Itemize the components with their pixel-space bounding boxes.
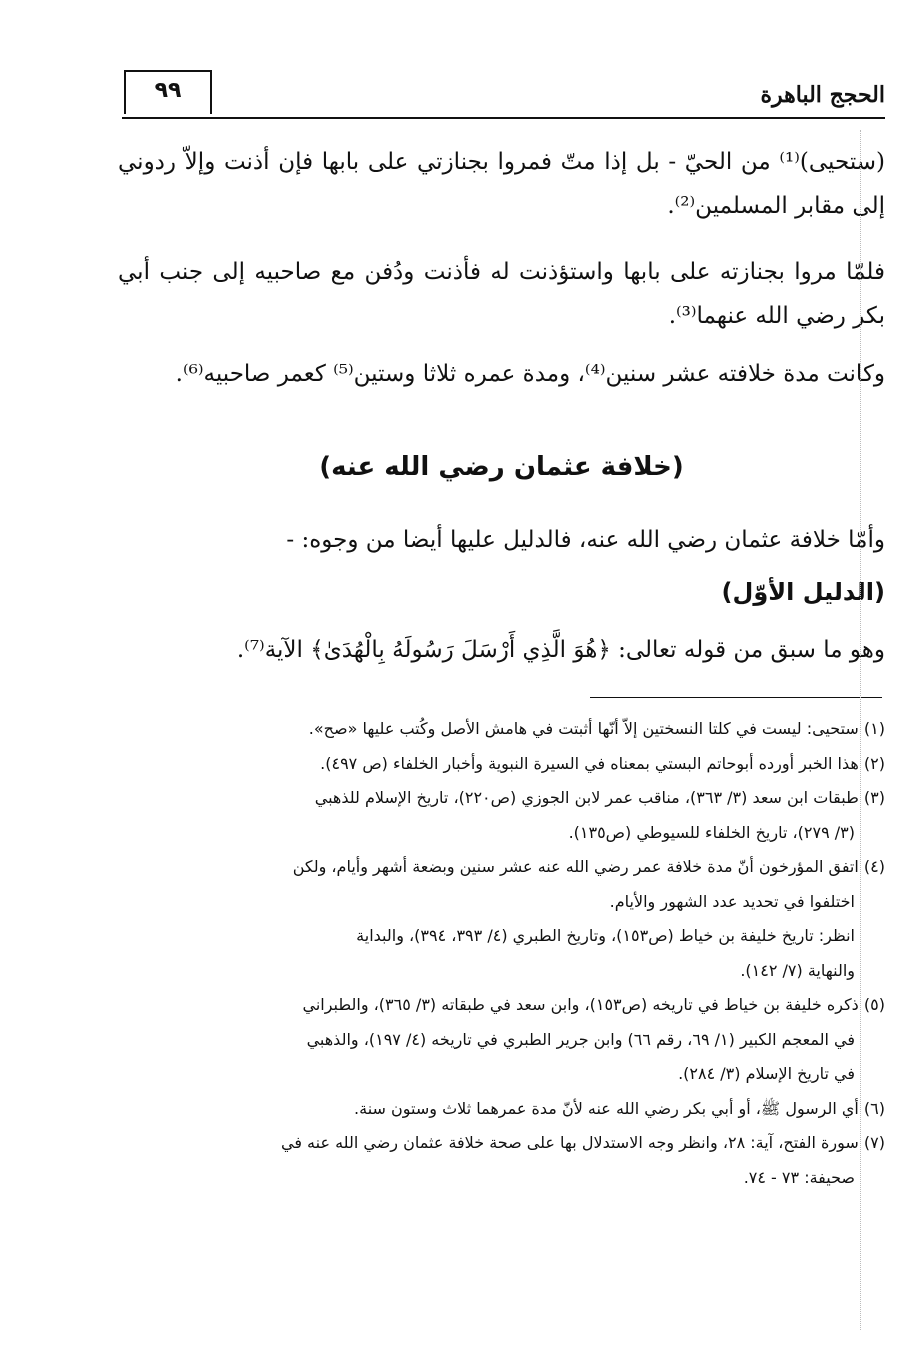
footnote-5 bbox=[110, 988, 885, 1092]
footnote-1 bbox=[110, 712, 885, 747]
page-number: ٩٩ bbox=[124, 70, 212, 114]
footnote-text: أي الرسول ﷺ، أو أبي بكر رضي الله عنه لأنّ مدة عمرهما ثلاث وستون سنة. bbox=[354, 1098, 859, 1118]
footnote-7 bbox=[110, 1126, 885, 1195]
footnotes bbox=[110, 712, 885, 1195]
paragraph-4: وأمّا خلافة عثمان رضي الله عنه، فالدليل عليها أيضا من وجوه: - bbox=[286, 527, 885, 553]
footnote-text: ستحيى: ليست في كلتا النسختين إلاّ أنّها أثبتت في هامش الأصل وكُتب عليها «صح». bbox=[308, 719, 859, 738]
footnote-number: (١) bbox=[863, 719, 885, 738]
footnote-text: هذا الخبر أورده أبوحاتم البستي بمعناه في السيرة النبوية وأخبار الخلفاء (ص ٤٩٧). bbox=[320, 753, 859, 773]
footnote-continuation: في المعجم الكبير (١/ ٦٩، رقم ٦٦) وابن جرير الطبري في تاريخه (٤/ ١٩٧)، والذهبي bbox=[306, 1029, 855, 1049]
footnote-4 bbox=[110, 850, 885, 919]
footnote-rule bbox=[590, 697, 882, 698]
footnote-continuation: اختلفوا في تحديد عدد الشهور والأيام. bbox=[609, 891, 855, 911]
margin-scan-artifact bbox=[859, 130, 861, 1330]
footnote-continuation: والنهاية (٧/ ١٤٢). bbox=[740, 960, 855, 980]
footnote-text: انظر: تاريخ خليفة بن خياط (ص١٥٣)، وتاريخ الطبري (٤/ ٣٩٣، ٣٩٤)، والبداية bbox=[356, 926, 855, 945]
footnote-number: (٧) bbox=[863, 1133, 885, 1152]
footnote-text: طبقات ابن سعد (٣/ ٣٦٣)، مناقب عمر لابن الجوزي (ص٢٢٠)، تاريخ الإسلام للذهبي bbox=[314, 788, 859, 807]
footnote-continuation: صحيفة: ٧٣ - ٧٤. bbox=[743, 1167, 855, 1187]
paragraph-5: وهو ما سبق من قوله تعالى: ﴿هُوَ الَّذِي أَرْسَلَ رَسُولَهُ بِالْهُدَىٰ﴾ الآية⁽⁷⁾. bbox=[236, 637, 885, 663]
footnote-6 bbox=[110, 1092, 885, 1127]
sub-heading: (الدليل الأوّل) bbox=[721, 578, 885, 606]
footnote-4-refs bbox=[110, 919, 885, 988]
footnote-text: اتفق المؤرخون أنّ مدة خلافة عمر رضي الله عنه عشر سنين وبضعة أشهر وأيام، ولكن bbox=[292, 857, 859, 876]
header-rule bbox=[122, 117, 885, 119]
footnote-number: (٥) bbox=[863, 995, 885, 1014]
paragraph-2: فلمّا مروا بجنازته على بابها واستؤذنت له فأذنت ودُفن مع صاحبيه إلى جنب أبي بكر رضي الله عنهما⁽³⁾. bbox=[118, 259, 885, 329]
footnote-2 bbox=[110, 747, 885, 782]
running-title: الحجج الباهرة bbox=[760, 82, 885, 108]
footnote-number: (٣) bbox=[863, 788, 885, 807]
footnote-continuation-2: في تاريخ الإسلام (٣/ ٢٨٤). bbox=[678, 1064, 855, 1083]
footnote-continuation: (٣/ ٢٧٩)، تاريخ الخلفاء للسيوطي (ص١٣٥). bbox=[568, 822, 855, 842]
footnote-3 bbox=[110, 781, 885, 850]
footnote-text: ذكره خليفة بن خياط في تاريخه (ص١٥٣)، وابن سعد في طبقاته (٣/ ٣٦٥)، والطبراني bbox=[302, 995, 859, 1014]
paragraph-1: (ستحيى)⁽¹⁾ من الحيّ - بل إذا متّ فمروا بجنازتي على بابها فإن أذنت وإلاّ ردوني إلى مقابر المسلمين⁽²⁾. bbox=[118, 149, 885, 219]
footnote-number: (٤) bbox=[863, 857, 885, 876]
footnote-number: (٦) bbox=[863, 1098, 885, 1118]
paragraph-3: وكانت مدة خلافته عشر سنين⁽⁴⁾، ومدة عمره ثلاثا وستين⁽⁵⁾ كعمر صاحبيه⁽⁶⁾. bbox=[175, 361, 885, 387]
footnote-text: سورة الفتح، آية: ٢٨، وانظر وجه الاستدلال بها على صحة خلافة عثمان رضي الله عنه في bbox=[280, 1133, 859, 1152]
footnote-number: (٢) bbox=[863, 753, 885, 773]
section-heading: (خلافة عثمان رضي الله عنه) bbox=[319, 452, 684, 482]
